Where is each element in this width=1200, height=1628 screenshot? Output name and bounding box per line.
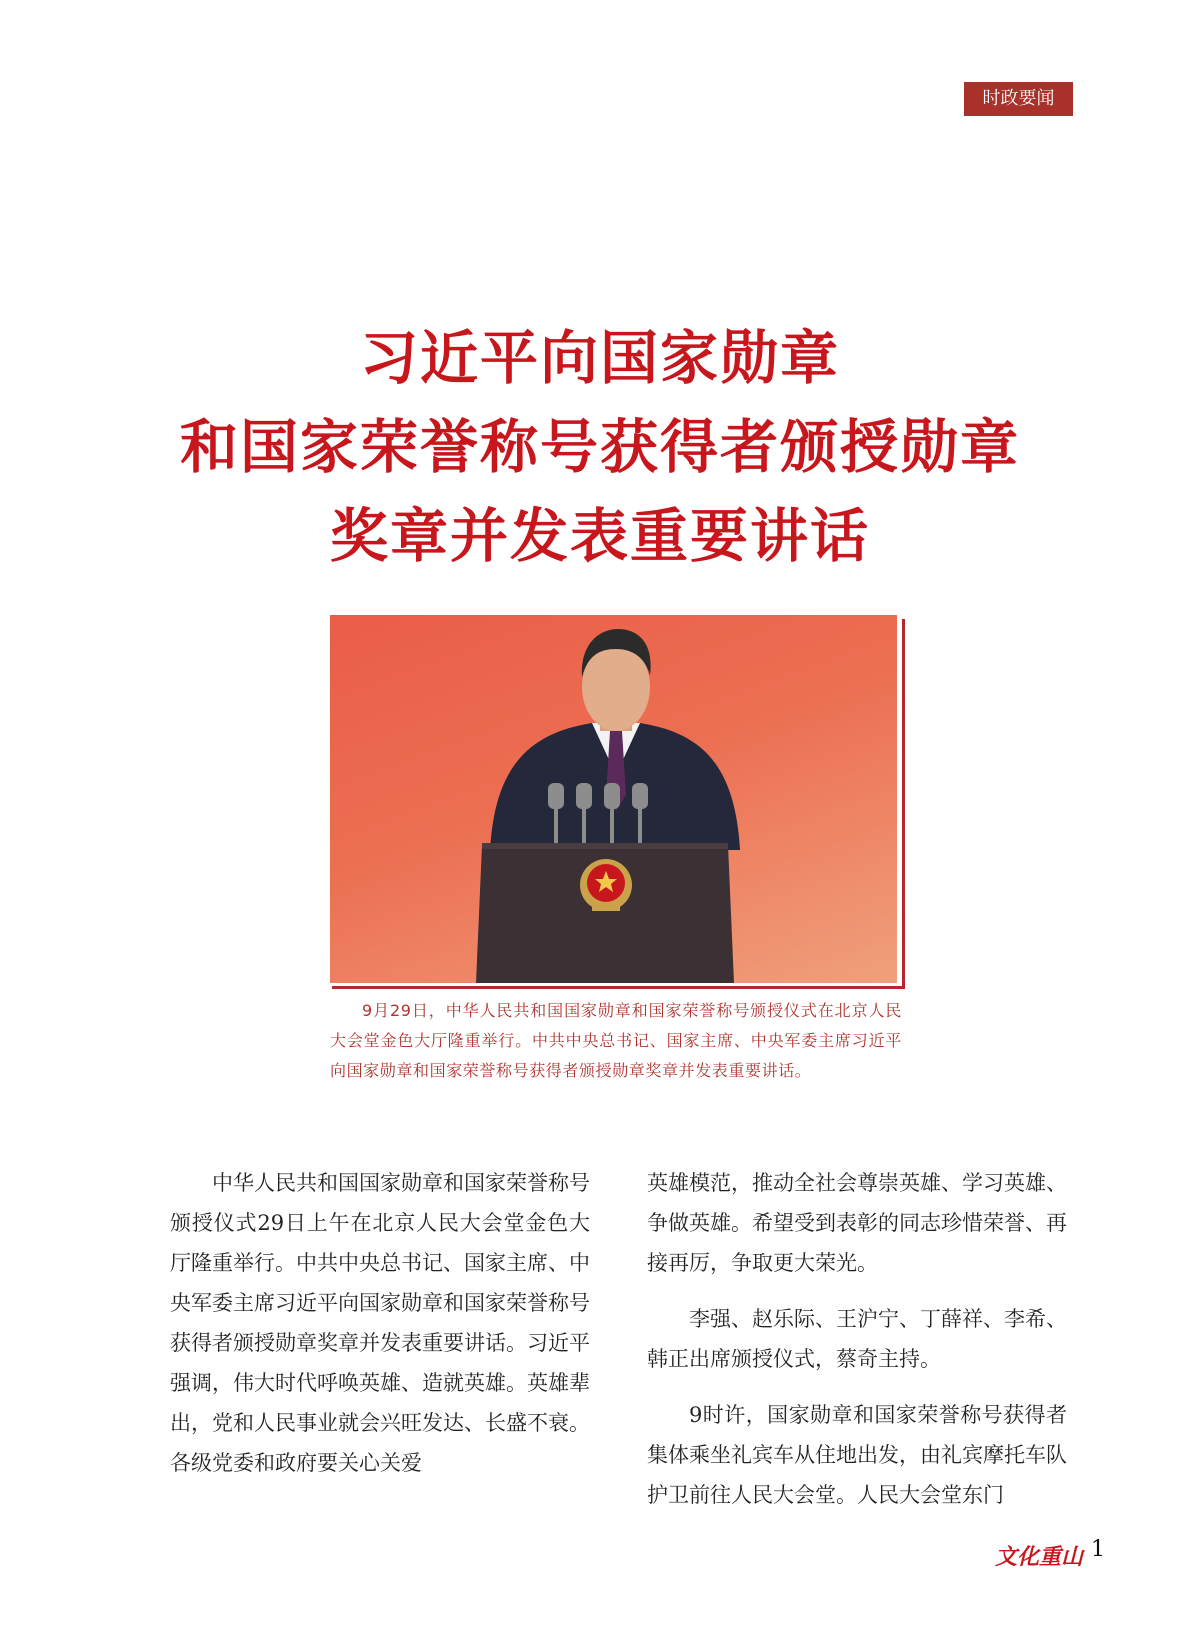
photo-illustration <box>330 615 897 983</box>
magazine-logo: 文化重山 <box>995 1544 1084 1570</box>
national-emblem-icon <box>580 859 632 911</box>
body-column-right <box>647 1163 1067 1515</box>
body-column-left <box>170 1163 590 1483</box>
body-paragraph: 9时许，国家勋章和国家荣誉称号获得者集体乘坐礼宾车从住地出发，由礼宾摩托车队护卫前往人民大会堂。人民大会堂东门 <box>647 1403 1067 1507</box>
section-tag: 时政要闻 <box>964 82 1073 116</box>
article-photo <box>330 615 897 983</box>
body-paragraph: 英雄模范，推动全社会尊崇英雄、学习英雄、争做英雄。希望受到表彰的同志珍惜荣誉、再接再厉，争取更大荣光。 <box>647 1171 1067 1275</box>
body-paragraph: 李强、赵乐际、王沪宁、丁薛祥、李希、韩正出席颁授仪式，蔡奇主持。 <box>647 1307 1067 1371</box>
headline-line-1: 习近平向国家勋章 <box>359 324 840 392</box>
body-paragraph: 中华人民共和国国家勋章和国家荣誉称号颁授仪式29日上午在北京人民大会堂金色大厅隆重举行。中共中央总书记、国家主席、中央军委主席习近平向国家勋章和国家荣誉称号获得者颁授勋章奖章并发表重要讲话。习近平强调，伟大时代呼唤英雄、造就英雄。英雄辈出，党和人民事业就会兴旺发达、长盛不衰。各级党委和政府要关心关爱 <box>170 1171 590 1475</box>
page-number: 1 <box>1091 1537 1105 1562</box>
headline-line-3: 奖章并发表重要讲话 <box>329 502 870 570</box>
photo-caption: 9月29日，中华人民共和国国家勋章和国家荣誉称号颁授仪式在北京人民大会堂金色大厅隆重举行。中共中央总书记、国家主席、中央军委主席习近平向国家勋章和国家荣誉称号获得者颁授勋章奖章并发表重要讲话。 <box>330 1001 902 1080</box>
article-headline <box>0 314 1200 581</box>
headline-line-2: 和国家荣誉称号获得者颁授勋章 <box>179 413 1020 481</box>
